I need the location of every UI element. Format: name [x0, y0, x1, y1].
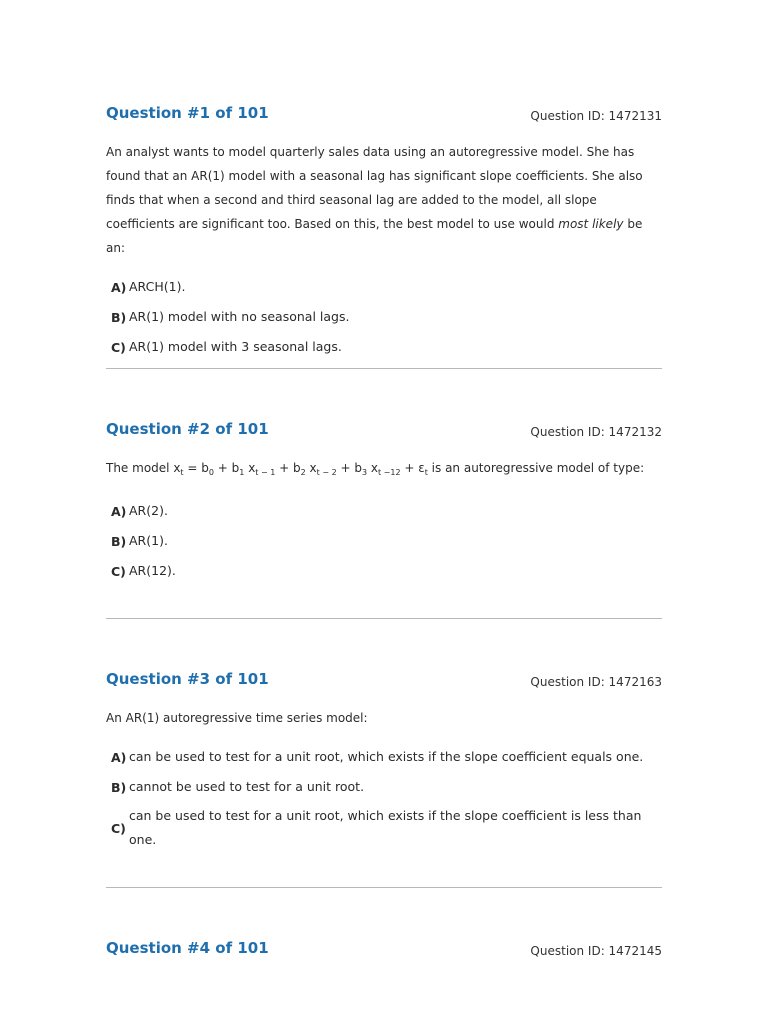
option-text: AR(12).: [129, 563, 176, 578]
formula-part: x: [367, 461, 378, 475]
question-title: Question #4 of 101: [106, 939, 269, 957]
formula-subscript: t: [424, 468, 428, 477]
question-formula: [106, 456, 662, 480]
option-letter: C): [111, 820, 126, 836]
formula-subscript: 3: [361, 468, 368, 477]
question-block: [106, 420, 662, 586]
option-letter: C): [111, 339, 126, 355]
question-id: Question ID: 1472131: [530, 109, 662, 123]
formula-subscript: t − 1: [255, 468, 276, 477]
formula-part: + b: [336, 461, 362, 475]
option-letter: B): [111, 779, 127, 795]
formula-part: The model x: [106, 461, 181, 475]
option-text: AR(1) model with 3 seasonal lags.: [129, 339, 342, 354]
question-divider: [106, 887, 662, 888]
question-id: Question ID: 1472132: [530, 425, 662, 439]
question-text-part: An analyst wants to model quarterly sales data using an autoregressive model. She has found that an AR(1) model with a seasonal lag has significant slope coefficients. She also finds that when a second and third seasonal lag are added to the model, all slope coefficients are significant too. Based on this, the best model to use would: [106, 145, 643, 231]
question-header: [106, 939, 662, 963]
formula-part: is an autoregressive model of type:: [427, 461, 645, 475]
question-text-part: be an:: [106, 217, 643, 255]
question-block: [106, 104, 662, 362]
formula-subscript: 1: [239, 468, 245, 477]
formula-subscript: 2: [300, 468, 306, 477]
option-text: cannot be used to test for a unit root.: [129, 779, 365, 794]
option-letter: A): [111, 749, 127, 765]
answer-options: [106, 742, 662, 854]
question-header: [106, 420, 662, 444]
question-header: [106, 670, 662, 694]
option-letter: B): [111, 533, 127, 549]
question-block: [106, 670, 662, 854]
question-divider: [106, 368, 662, 369]
question-header: [106, 104, 662, 128]
answer-option-b[interactable]: [106, 772, 662, 802]
question-text: An AR(1) autoregressive time series model:: [106, 711, 368, 725]
answer-option-a[interactable]: [106, 272, 662, 302]
question-text-emphasis: most likely: [558, 217, 624, 231]
option-text: AR(1).: [129, 533, 168, 548]
option-letter: A): [111, 279, 127, 295]
option-text: AR(2).: [129, 503, 168, 518]
formula-subscript: 0: [208, 468, 214, 477]
option-text: ARCH(1).: [129, 279, 186, 294]
option-letter: C): [111, 563, 126, 579]
answer-options: [106, 496, 662, 586]
formula-part: + b: [275, 461, 301, 475]
question-text: [106, 140, 662, 260]
formula-subscript: t: [180, 468, 184, 477]
answer-option-a[interactable]: [106, 742, 662, 772]
formula-subscript: t − 2: [316, 468, 337, 477]
formula-part: x: [244, 461, 256, 475]
answer-options: [106, 272, 662, 362]
answer-option-c[interactable]: [106, 802, 662, 854]
answer-option-b[interactable]: [106, 526, 662, 556]
option-text: can be used to test for a unit root, which exists if the slope coefficient is less than one.: [129, 808, 642, 847]
answer-option-b[interactable]: [106, 302, 662, 332]
question-divider: [106, 618, 662, 619]
option-letter: B): [111, 309, 127, 325]
option-text: can be used to test for a unit root, which exists if the slope coefficient equals one.: [129, 749, 644, 764]
option-text: AR(1) model with no seasonal lags.: [129, 309, 350, 324]
question-id: Question ID: 1472145: [530, 944, 662, 958]
formula-part: + ε: [400, 461, 425, 475]
question-title: Question #1 of 101: [106, 104, 269, 122]
formula-part: = b: [183, 461, 209, 475]
answer-option-c[interactable]: [106, 556, 662, 586]
question-block: [106, 939, 662, 963]
option-letter: A): [111, 503, 127, 519]
question-title: Question #2 of 101: [106, 420, 269, 438]
question-title: Question #3 of 101: [106, 670, 269, 688]
formula-subscript: t −12: [377, 468, 401, 477]
formula-part: + b: [213, 461, 240, 475]
formula-part: x: [305, 461, 317, 475]
answer-option-a[interactable]: [106, 496, 662, 526]
answer-option-c[interactable]: [106, 332, 662, 362]
question-id: Question ID: 1472163: [530, 675, 662, 689]
